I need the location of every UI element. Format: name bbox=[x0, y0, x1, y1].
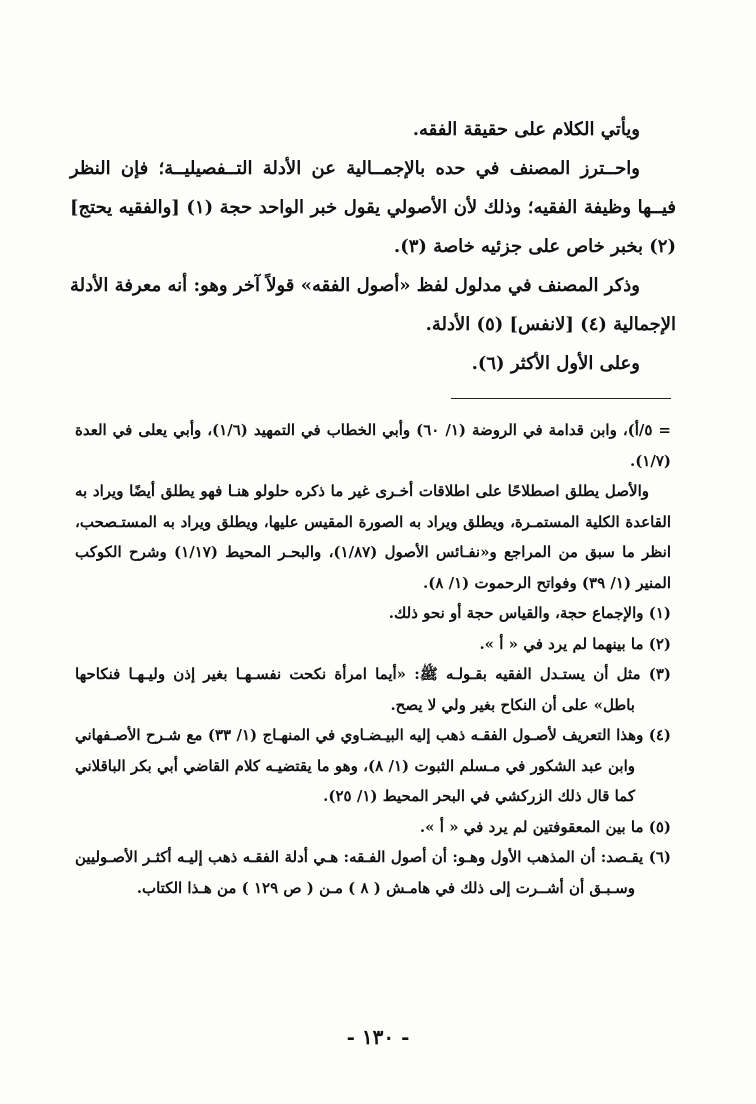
footnote-asl-note: والأصل يطلق اصطلاحًا على اطلاقات أخـرى غير ما ذكره حلولو هنـا فهو يطلق أيضًا ويراد به القاعدة الكلية المستمـرة، ويطلق ويراد به الصورة المقيس عليها، ويطلق ويراد به المستـصحب، انظر ما سبق من المراجع و«نفـائس الأصول (١/٨٧)، والبحـر المحيط (١/١٧) وشرح الكوكب المنير (١/ ٣٩) وفواتح الرحموت (١/ ٨). bbox=[75, 482, 672, 592]
main-paragraph-1: ويأتي الكلام على حقيقة الفقه. bbox=[412, 119, 640, 140]
main-text bbox=[70, 110, 676, 383]
footnote-6: (٦) يقـصد: أن المذهب الأول وهـو: أن أصول الفـقه: هـي أدلة الفقـه ذهب إليـه أكثـر الأصـوليين وسـبـق أن أشــرت إلى ذلك في هامـش ( ٨ ) مـن ( ص ١٢٩ ) من هـذا الكتاب. bbox=[75, 848, 671, 897]
page-number: - ١٣٠ - bbox=[346, 1025, 410, 1049]
footnote-3: (٣) مثل أن يستـدل الفقيه بقـولـه ﷺ: «أيما امرأة نكحت نفسـهـا بغير إذن وليـهـا فنكاحها باطل» على أن النكاح بغير ولي لا يصح. bbox=[75, 665, 671, 714]
main-paragraph-2: واحــترز المصنف في حده بالإجمــالية عن الأدلة التــفصيليــة؛ فإن النظر فيــها وظيفة الفقيه؛ وذلك لأن الأصولي يقول خبر الواحد حجة (١) [والفقيه يحتج] (٢) بخبر خاص على جزئيه خاصة (٣). bbox=[70, 158, 676, 257]
footnote-4: (٤) وهذا التعريف لأصـول الفقـه ذهب إليه البيـضـاوي في المنهـاج (١/ ٣٣) مع شـرح الأصـفهاني وابن عبد الشكور في مـسلم الثبوت (١/ ٨)، وهو ما يقتضيـه كلام القاضي أبي بكر الباقلاني كما قال ذلك الزركشي في البحر المحيط (١/ ٢٥). bbox=[75, 726, 672, 805]
footnote-2: (٢) ما بينهما لم يرد في « أ ». bbox=[479, 634, 671, 653]
main-paragraph-4: وعلى الأول الأكثر (٦). bbox=[471, 353, 640, 374]
footnote-5: (٥) ما بين المعقوفتين لم يرد في « أ ». bbox=[419, 817, 671, 836]
main-paragraph-3: وذكر المصنف في مدلول لفظ «أصول الفقه» قولاً آخر وهو: أنه معرفة الأدلة الإجمالية (٤) [لانفس] (٥) الأدلة. bbox=[70, 275, 676, 335]
footnote-1: (١) والإجماع حجة، والقياس حجة أو نحو ذلك. bbox=[388, 604, 671, 622]
footnote-separator bbox=[451, 398, 671, 399]
footnote-continuation: = ٥/أ)، وابن قدامة في الروضة (١/ ٦٠) وأبي الخطاب في التمهيد (١/٦)، وأبي يعلى في العدة (١/٧). bbox=[75, 421, 672, 470]
footnotes bbox=[75, 415, 671, 903]
